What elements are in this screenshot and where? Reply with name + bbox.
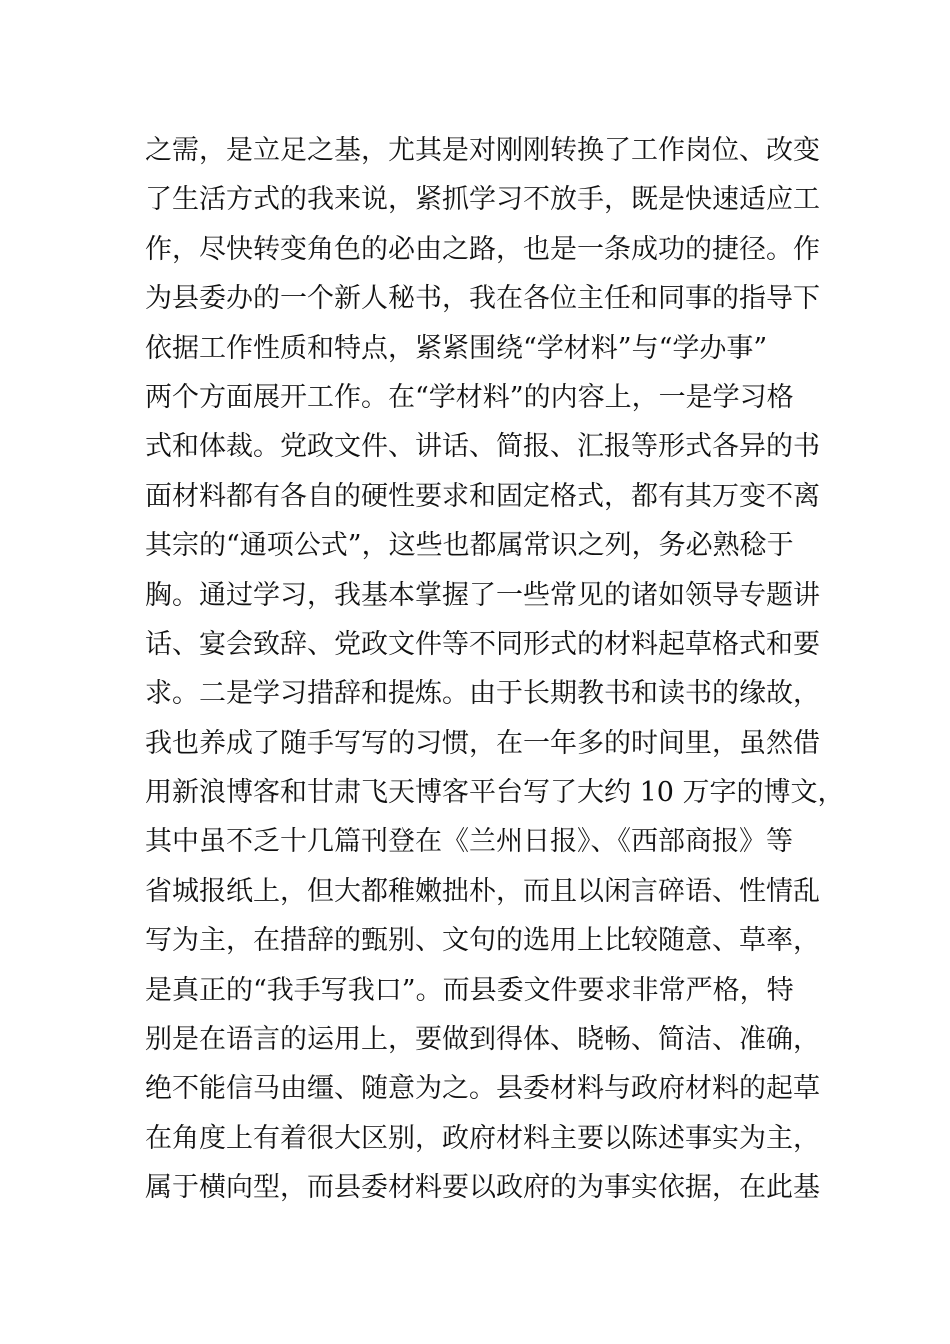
text-line-2: 了生活方式的我来说，紧抓学习不放手，既是快速适应工: [145, 184, 820, 216]
text-line-10: 胸。通过学习，我基本掌握了一些常见的诸如领导专题讲: [145, 579, 820, 611]
text-line-15: 其中虽不乏十几篇刊登在《兰州日报》、《西部商报》等: [145, 826, 793, 858]
text-line-9: 其宗的“通项公式”，这些也都属常识之列，务必熟稔于: [145, 530, 794, 562]
body-text: [145, 126, 845, 1213]
text-line-6: 两个方面展开工作。在“学材料”的内容上，一是学习格: [145, 381, 794, 413]
text-line-16: 省城报纸上，但大都稚嫩拙朴，而且以闲言碎语、性情乱: [145, 875, 820, 907]
text-line-20: 绝不能信马由缰、随意为之。县委材料与政府材料的起草: [145, 1073, 820, 1105]
text-line-19: 别是在语言的运用上，要做到得体、晓畅、简洁、准确，: [145, 1024, 820, 1056]
text-line-11: 话、宴会致辞、党政文件等不同形式的材料起草格式和要: [145, 628, 820, 660]
text-line-8: 面材料都有各自的硬性要求和固定格式，都有其万变不离: [145, 480, 820, 512]
text-line-4: 为县委办的一个新人秘书，我在各位主任和同事的指导下: [145, 283, 820, 315]
text-line-14: 用新浪博客和甘肃飞天博客平台写了大约 10 万字的博文，: [145, 777, 845, 809]
text-line-22: 属于横向型，而县委材料要以政府的为事实依据，在此基: [145, 1172, 820, 1204]
text-line-17: 写为主，在措辞的甄别、文句的选用上比较随意、草率，: [145, 925, 820, 957]
text-line-18: 是真正的“我手写我口”。而县委文件要求非常严格，特: [145, 974, 794, 1006]
text-line-12: 求。二是学习措辞和提炼。由于长期教书和读书的缘故，: [145, 678, 820, 710]
text-line-5: 依据工作性质和特点，紧紧围绕“学材料”与“学办事”: [145, 332, 768, 364]
text-line-21: 在角度上有着很大区别，政府材料主要以陈述事实为主，: [145, 1122, 820, 1154]
text-line-1: 之需，是立足之基，尤其是对刚刚转换了工作岗位、改变: [145, 135, 820, 166]
text-line-3: 作，尽快转变角色的必由之路，也是一条成功的捷径。作: [145, 233, 820, 265]
text-line-13: 我也养成了随手写写的习惯，在一年多的时间里，虽然借: [145, 727, 820, 759]
text-line-7: 式和体裁。党政文件、讲话、简报、汇报等形式各异的书: [145, 431, 820, 463]
